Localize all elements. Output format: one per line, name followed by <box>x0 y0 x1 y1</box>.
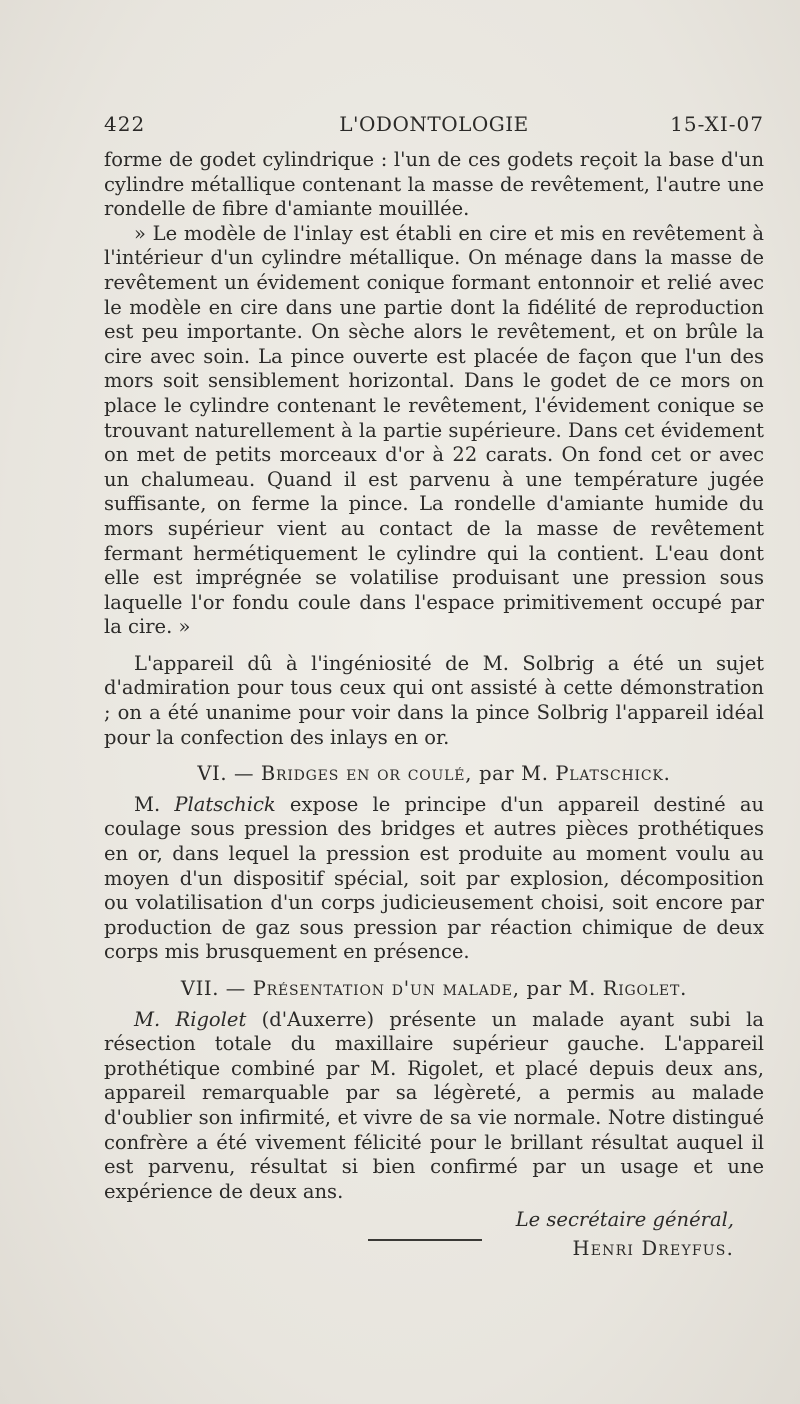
closing-rule <box>368 1239 482 1241</box>
section-heading-vi <box>104 762 764 787</box>
page-number: 422 <box>104 112 146 136</box>
paragraph-5-text: (d'Auxerre) présente un malade ayant subi la résection totale du maxillaire supérieur gauche. L'appareil prothétique combiné par M. Rigolet, et placé depuis deux ans, appareil remarquable par sa légèreté, a permis au malade d'oublier son infirmité, et vivre de sa vie normale. Notre distingué confrère a été vivement félicité pour le brillant résultat auquel il est parvenu, résultat si bien confirmé par un usage et une expérience de deux ans. <box>104 1007 764 1203</box>
article-body <box>104 148 764 1262</box>
journal-title: L'ODONTOLOGIE <box>339 112 529 136</box>
section-title: Présentation d'un malade, <box>252 977 520 1000</box>
section-number: VI. — <box>197 762 255 786</box>
paragraph-2: » Le modèle de l'inlay est établi en cire et mis en revêtement à l'intérieur d'un cylindre métallique. On ménage dans la masse de revêtement un évidement conique formant entonnoir et relié avec le modèle en cire dans une partie dont la fidélité de reproduction est peu importante. On sèche alors le revêtement, et on brûle la cire avec soin. La pince ouverte est placée de façon que l'un des mors soit sensiblement horizontal. Dans le godet de ce mors on place le cylindre contenant le revêtement, l'évidement conique se trouvant naturellement à la partie supérieure. Dans cet évidement on met de petits morceaux d'or à 22 carats. On fond cet or avec un chalumeau. Quand il est parvenu à une température jugée suffisante, on ferme la pince. La rondelle d'amiante humide du mors supérieur vient au contact de la masse de revêtement fermant hermétiquement le cylindre qui la contient. L'eau dont elle est imprégnée se volatilise produisant une pression sous laquelle l'or fondu coule dans l'espace primitivement occupé par la cire. » <box>104 221 764 639</box>
section-by: par M. <box>479 762 549 786</box>
paragraph-5 <box>104 1008 764 1205</box>
speaker-title: M. <box>134 792 161 816</box>
section-heading-vii <box>104 977 764 1002</box>
issue-date: 15-XI-07 <box>670 112 764 136</box>
paragraph-4-text: expose le principe d'un appareil destiné au coulage sous pression des bridges et autres pièces prothétiques en or, dans lequel la pression est produite au moment voulu au moyen d'un dispositif spécial, soit par explosion, décomposition ou volatilisation d'un corps judicieusement choisi, soit encore par production de gaz sous pression par réaction chimique de deux corps mis brusquement en présence. <box>104 792 765 964</box>
section-author: Rigolet. <box>602 977 688 1000</box>
section-author: Platschick. <box>555 762 671 786</box>
paragraph-1: forme de godet cylindrique : l'un de ces godets reçoit la base d'un cylindre métallique contenant la masse de revêtement, l'autre une rondelle de fibre d'amiante mouillée. <box>104 148 764 221</box>
running-header <box>104 112 764 142</box>
paragraph-4 <box>104 793 764 965</box>
paragraph-3: L'appareil dû à l'ingéniosité de M. Solbrig a été un sujet d'admiration pour tous ceux qui ont assisté à cette démonstration ; on a été unanime pour voir dans la pince Solbrig l'appareil idéal pour la confection des inlays en or. <box>104 651 764 749</box>
speaker-name: Platschick <box>174 792 276 816</box>
section-by: par M. <box>526 977 596 1000</box>
signature-role: Le secrétaire général, <box>515 1208 734 1232</box>
section-title: Bridges en or coulé, <box>260 762 473 786</box>
section-number: VII. — <box>180 977 246 1000</box>
signature-name: Henri Dreyfus. <box>572 1236 734 1260</box>
speaker-name: M. Rigolet <box>134 1007 247 1031</box>
